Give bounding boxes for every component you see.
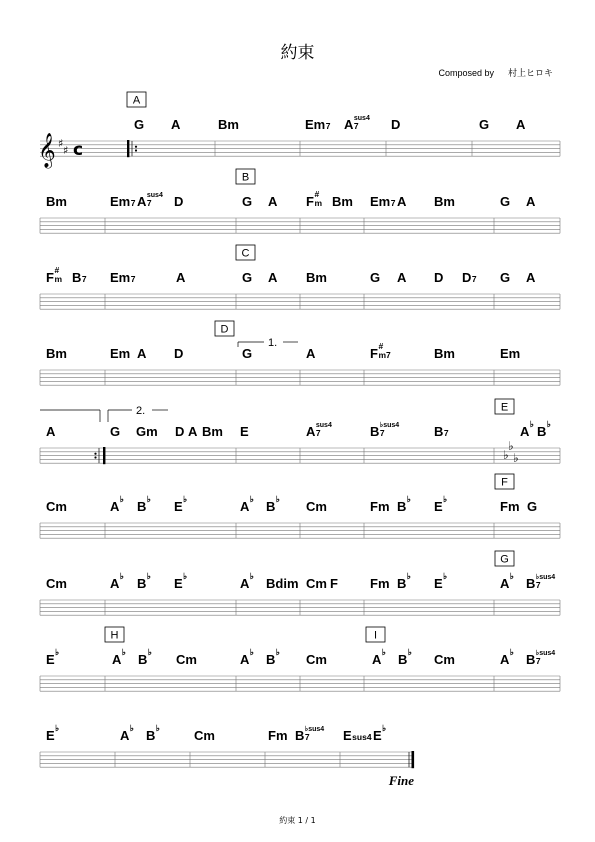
chord-symbol [537,419,551,439]
chord-root: G [527,499,538,514]
chord-symbol [306,576,327,591]
chord-quality: 7 [130,274,136,284]
chord-symbol [174,346,183,361]
chord-symbol [110,194,136,209]
time-signature: c [73,140,84,161]
chord-quality: 7 [146,198,152,208]
chord-root: A [171,117,181,132]
chord-quality: 7 [81,274,87,284]
chord-symbol [266,576,299,591]
chord-root: G [134,117,145,132]
rehearsal-mark-F: F [501,476,508,489]
chord-symbol [137,346,147,361]
chord-root: A [500,576,510,591]
chord-root: A [268,194,278,209]
chord-quality: 7 [390,198,396,208]
chord-root: A [500,652,510,667]
chord-root: B [72,270,82,285]
chord-root: A [120,728,130,743]
chord-symbol [434,494,447,514]
chord-accidental: # [314,189,320,199]
chord-root: A [516,117,526,132]
chord-symbol [110,424,120,439]
chord-accidental: ♭ [119,494,124,504]
chord-accidental: ♭ [183,571,188,581]
chord-root: A [188,424,198,439]
system-5 [40,399,560,465]
chord-root: B [398,652,408,667]
chord-symbol [306,346,316,361]
chord-root: B [137,499,147,514]
chord-root: B [526,652,536,667]
chord-root: D [391,117,401,132]
page-footer: 約束 1 / 1 [279,816,316,825]
chord-symbol [134,117,144,132]
chord-quality: 7 [304,732,310,742]
chord-symbol [330,576,338,591]
chord-root: B [138,652,148,667]
chord-accidental: ♭ [249,647,254,657]
chord-symbol [138,647,152,667]
chord-root: B [397,576,407,591]
system-8 [40,627,560,691]
chord-accidental: ♭ [406,571,411,581]
chord-symbol [194,728,215,743]
composed-by-label: Composed by [438,68,494,78]
chord-superscript: ♭sus4 [379,422,400,429]
chord-symbol [240,424,249,439]
chord-symbol [527,499,537,514]
chord-quality: m [54,274,63,284]
chord-symbol [526,194,536,209]
chord-symbol [46,424,56,439]
chord-symbol [72,270,87,285]
chord-root: E [174,499,183,514]
chord-accidental: ♭ [275,647,280,657]
chord-root: G [242,346,253,361]
chord-accidental: # [378,341,384,351]
chord-root: Cm [46,576,67,591]
system-6 [40,474,560,538]
chord-symbol [137,494,151,514]
chord-accidental: ♭ [55,647,60,657]
repeat-dot [135,149,137,151]
chord-symbol [218,117,239,132]
chord-symbol [343,728,372,743]
chord-root: Em [305,117,326,132]
chord-symbol [434,571,447,591]
chord-accidental: ♭ [121,647,126,657]
chord-root: A [240,499,250,514]
chord-root: G [242,270,253,285]
chord-symbol [266,647,280,667]
chord-root: Bm [46,346,67,361]
chord-root: F [46,270,54,285]
system-7 [40,551,560,615]
key-flat-icon: ♭ [508,439,514,453]
chord-symbol [373,723,386,743]
chord-symbol [240,571,254,591]
chord-root: E [434,576,443,591]
chord-symbol [240,647,254,667]
chord-symbol [202,424,223,439]
chord-root: A [110,576,120,591]
chord-symbol [370,270,380,285]
repeat-dot [135,146,137,148]
chord-root: D [434,270,444,285]
chord-root: A [110,499,120,514]
chord-symbol [46,723,59,743]
chord-symbol [176,652,197,667]
chord-root: Cm [46,499,67,514]
chord-root: Bm [434,194,455,209]
chord-root: A [240,576,250,591]
chord-symbol [112,647,126,667]
rehearsal-mark-C: C [241,247,250,260]
chord-root: A [397,270,407,285]
chord-root: Bm [202,424,223,439]
chord-root: D [175,424,185,439]
chord-symbol [500,270,510,285]
chord-symbol [188,424,198,439]
chord-symbol [391,117,400,132]
volta-1-label: 1. [268,337,278,349]
chord-root: A [46,424,56,439]
chord-root: Bm [434,346,455,361]
chord-symbol [434,424,449,439]
chord-symbol [462,270,477,285]
chord-accidental: ♭ [155,723,160,733]
chord-symbol [110,494,124,514]
chord-root: Bm [218,117,239,132]
chord-root: A [344,117,354,132]
repeat-dot [94,453,96,455]
chord-symbol [46,194,67,209]
chord-accidental: ♭ [275,494,280,504]
chord-root: Fm [370,499,390,514]
chord-symbol [434,270,443,285]
chord-accidental: ♭ [382,723,387,733]
chord-symbol [500,346,520,361]
chord-root: E [434,499,443,514]
chord-symbol [516,117,526,132]
chord-symbol [295,725,324,743]
chord-accidental: ♭ [443,494,448,504]
chord-root: Fm [500,499,520,514]
chord-symbol [434,346,455,361]
chord-symbol [500,194,510,209]
chord-root: F [370,346,378,361]
chord-root: Fm [370,576,390,591]
chord-accidental: ♭ [546,419,551,429]
chord-accidental: ♭ [146,571,151,581]
chord-superscript: sus4 [353,115,370,122]
chord-root: Gm [136,424,158,439]
fine-marking: Fine [388,773,414,789]
chord-symbol [306,270,327,285]
chord-superscript: sus4 [315,422,332,429]
chord-root: E [343,728,352,743]
rehearsal-mark-B: B [241,171,250,184]
chord-accidental: ♭ [183,494,188,504]
chord-symbol [372,647,386,667]
chord-symbol [174,494,187,514]
chord-accidental: ♭ [406,494,411,504]
chord-root: Cm [434,652,455,667]
system-4 [40,321,560,385]
rehearsal-mark-E: E [500,401,509,414]
chord-accidental: ♭ [119,571,124,581]
chord-symbol [500,499,520,514]
final-thick-bar [412,751,415,768]
chord-quality: 7 [471,274,477,284]
chord-symbol [370,499,390,514]
chord-symbol [398,647,412,667]
chord-superscript: ♭sus4 [304,726,325,733]
chord-root: B [266,499,276,514]
rehearsal-mark-G: G [500,553,509,566]
composer-name: 村上ヒロキ [507,68,553,78]
chord-root: Em [370,194,391,209]
chord-accidental: ♭ [529,419,534,429]
chord-quality: 7 [535,580,541,590]
chord-root: A [137,346,147,361]
chord-root: F [330,576,338,591]
chord-symbol [397,571,411,591]
chord-superscript: ♭sus4 [535,650,556,657]
repeat-start-thick-bar [127,140,129,157]
chord-symbol [46,647,59,667]
chord-root: B [397,499,407,514]
repeat-end-thick-bar [103,447,105,464]
chord-symbol [266,494,280,514]
chord-root: Em [500,346,521,361]
song-title: 約束 [280,43,315,63]
chord-symbol [306,499,327,514]
chord-root: A [240,652,250,667]
chord-symbol [306,422,332,439]
chord-root: B [434,424,444,439]
chord-symbol [242,194,252,209]
chord-symbol [370,576,390,591]
chord-superscript: sus4 [146,192,163,199]
system-3 [40,245,560,309]
chord-symbol [268,728,288,743]
chord-root: B [266,652,276,667]
chord-symbol [171,117,181,132]
chord-quality: 7 [379,428,385,438]
chord-symbol [500,647,514,667]
chord-root: A [112,652,122,667]
chord-accidental: ♭ [147,647,152,657]
chord-accidental: ♭ [146,494,151,504]
chord-root: B [295,728,305,743]
chord-symbol [137,192,163,209]
chord-root: G [500,270,511,285]
chord-quality: m [314,198,323,208]
chord-quality: sus4 [352,732,372,742]
chord-root: Em [110,194,131,209]
chord-root: Bdim [266,576,299,591]
chord-accidental: ♭ [509,571,514,581]
chord-symbol [175,424,184,439]
chord-symbol [174,194,183,209]
chord-accidental: ♭ [249,571,254,581]
chord-root: A [397,194,407,209]
system-1 [38,92,560,169]
chord-symbol [526,270,536,285]
chord-root: A [372,652,382,667]
chord-symbol [520,419,534,439]
chord-root: D [174,194,184,209]
chord-symbol [46,499,67,514]
chord-accidental: ♭ [381,647,386,657]
chord-accidental: ♭ [443,571,448,581]
chord-quality: 7 [443,428,449,438]
chord-root: G [242,194,253,209]
chord-root: Em [110,270,131,285]
chord-root: A [526,270,536,285]
key-flat-icon: ♭ [503,448,509,462]
key-flat-icon: ♭ [513,451,519,465]
chord-root: A [306,424,316,439]
chord-symbol [268,194,278,209]
chord-accidental: ♭ [407,647,412,657]
chord-root: A [526,194,536,209]
repeat-dot [94,456,96,458]
chord-accidental: ♭ [249,494,254,504]
chord-root: D [174,346,184,361]
chord-root: Cm [306,576,327,591]
chord-symbol [146,723,160,743]
chord-root: Bm [306,270,327,285]
volta-2-label: 2. [136,405,146,417]
chord-root: G [110,424,121,439]
chord-symbol [306,189,322,209]
chord-symbol [242,270,252,285]
chord-quality: m7 [378,350,391,360]
chord-symbol [136,424,158,439]
chord-accidental: # [54,265,60,275]
key-sharp-icon: ♯ [63,144,69,157]
chord-root: G [370,270,381,285]
rehearsal-mark-D: D [220,323,229,336]
rehearsal-mark-H: H [110,629,119,642]
chord-root: Bm [332,194,353,209]
chord-root: E [46,728,55,743]
chord-symbol [46,576,67,591]
chord-root: Cm [306,652,327,667]
chord-root: Bm [46,194,67,209]
chord-root: B [537,424,547,439]
chord-root: G [500,194,511,209]
chord-root: A [176,270,186,285]
chord-root: B [137,576,147,591]
chord-symbol [332,194,353,209]
chord-symbol [370,421,399,439]
chord-symbol [344,115,370,132]
chord-quality: 7 [325,121,331,131]
chord-symbol [434,194,455,209]
chord-symbol [268,270,278,285]
chord-root: D [462,270,472,285]
chord-accidental: ♭ [129,723,134,733]
chord-symbol [500,571,514,591]
chord-symbol [110,346,130,361]
chord-symbol [46,265,62,285]
chord-root: A [520,424,530,439]
system-9 [40,723,414,788]
chord-symbol [137,571,151,591]
chord-symbol [434,652,455,667]
chord-symbol [397,194,407,209]
treble-clef-icon: 𝄞 [38,133,56,169]
chord-root: Cm [176,652,197,667]
chord-symbol [370,194,396,209]
chord-symbol [46,346,67,361]
chord-symbol [110,571,124,591]
chord-symbol [240,494,254,514]
chord-root: Cm [194,728,215,743]
chord-root: E [174,576,183,591]
system-2 [40,169,560,233]
chord-accidental: ♭ [509,647,514,657]
chord-symbol [242,346,252,361]
chord-root: A [268,270,278,285]
chord-root: E [240,424,249,439]
chord-symbol [397,270,407,285]
chord-quality: 7 [535,656,541,666]
rehearsal-mark-A: A [132,94,141,107]
chord-root: A [306,346,316,361]
chord-root: E [46,652,55,667]
chord-symbol [526,573,555,591]
chord-root: B [146,728,156,743]
chord-quality: 7 [130,198,136,208]
chord-symbol [305,117,331,132]
chord-root: Cm [306,499,327,514]
chord-symbol [120,723,134,743]
rehearsal-mark-I: I [373,629,378,642]
chord-symbol [174,571,187,591]
chord-symbol [306,652,327,667]
chord-superscript: ♭sus4 [535,574,556,581]
chord-accidental: ♭ [55,723,60,733]
chord-quality: 7 [315,428,321,438]
chord-symbol [526,649,555,667]
chord-root: B [526,576,536,591]
chord-symbol [397,494,411,514]
chord-root: Fm [268,728,288,743]
chord-symbol [110,270,136,285]
chord-symbol [479,117,489,132]
chord-root: G [479,117,490,132]
chord-root: B [370,424,380,439]
chord-root: A [137,194,147,209]
chord-root: E [373,728,382,743]
chord-root: F [306,194,314,209]
chord-quality: 7 [353,121,359,131]
chord-symbol [176,270,186,285]
key-sharp-icon: ♯ [58,137,64,150]
chord-root: Em [110,346,131,361]
chord-symbol [370,341,391,361]
